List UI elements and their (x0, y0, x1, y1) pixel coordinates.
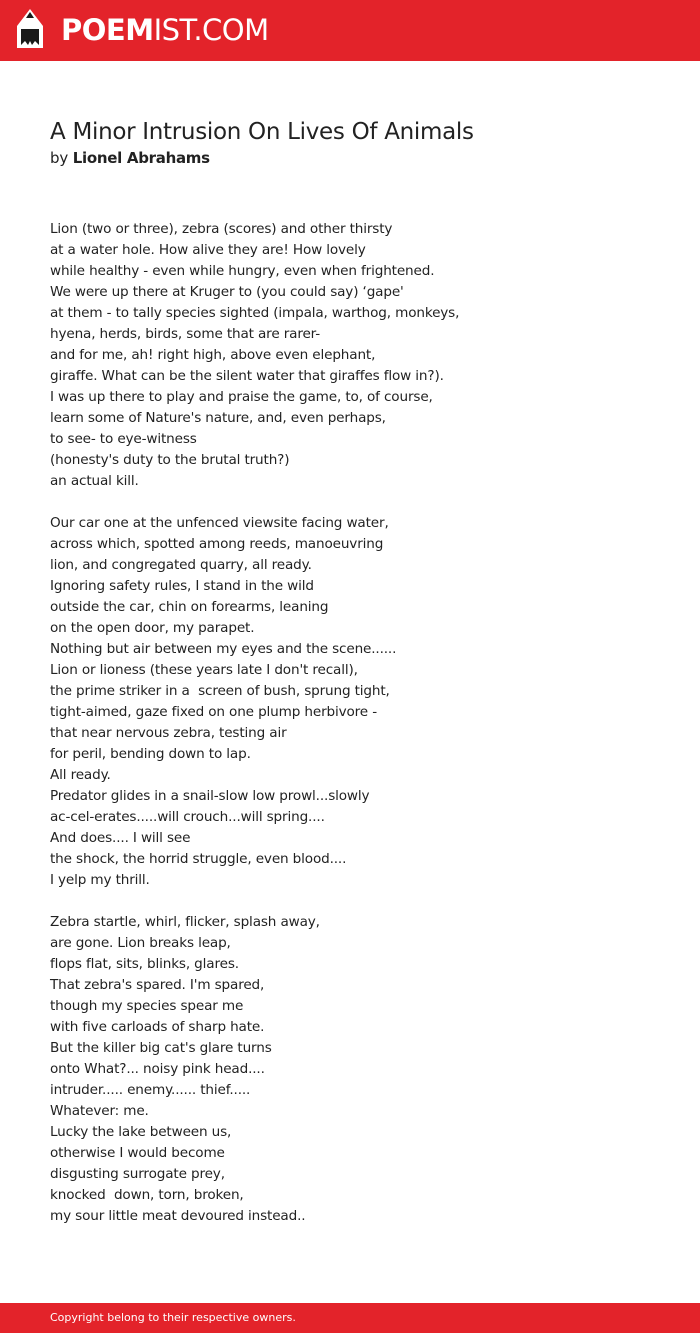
poem-line: giraffe. What can be the silent water that giraffes flow in?). (50, 368, 444, 384)
poem-line: otherwise I would become (50, 1145, 225, 1161)
poem-line: on the open door, my parapet. (50, 620, 255, 636)
poem-line: And does.... I will see (50, 830, 191, 846)
logo-light-part: IST.COM (153, 13, 269, 47)
poem-line: the prime striker in a screen of bush, sprung tight, (50, 683, 390, 699)
poem-line: (honesty's duty to the brutal truth?) (50, 452, 290, 468)
poem-line: Our car one at the unfenced viewsite facing water, (50, 515, 389, 531)
poem-line: to see- to eye-witness (50, 431, 197, 447)
poem-line: I yelp my thrill. (50, 872, 150, 888)
poem-line: Lucky the lake between us, (50, 1124, 232, 1140)
stanza (50, 513, 670, 891)
poem-line: the shock, the horrid struggle, even blood.... (50, 851, 347, 867)
author-name: Lionel Abrahams (72, 149, 210, 167)
poem-line: across which, spotted among reeds, manoeuvring (50, 536, 384, 552)
poem-line: for peril, bending down to lap. (50, 746, 251, 762)
poem-line: knocked down, torn, broken, (50, 1187, 244, 1203)
poem-line: ac-cel-erates.....will crouch...will spring.... (50, 809, 325, 825)
poem-line: are gone. Lion breaks leap, (50, 935, 231, 951)
poem-line: Predator glides in a snail-slow low prowl...slowly (50, 788, 370, 804)
poem-line: lion, and congregated quarry, all ready. (50, 557, 312, 573)
site-logo-text[interactable] (61, 12, 269, 48)
poem-line: Lion or lioness (these years late I don't recall), (50, 662, 358, 678)
poem-line: outside the car, chin on forearms, leaning (50, 599, 329, 615)
poem-line: flops flat, sits, blinks, glares. (50, 956, 239, 972)
poem-line: that near nervous zebra, testing air (50, 725, 287, 741)
poem-line: Whatever: me. (50, 1103, 149, 1119)
poem-line: an actual kill. (50, 473, 139, 489)
poem-body (50, 219, 670, 1227)
copyright-notice: Copyright belong to their respective owners. (50, 1311, 296, 1324)
poem-line: and for me, ah! right high, above even elephant, (50, 347, 376, 363)
poem-line: Lion (two or three), zebra (scores) and other thirsty (50, 221, 393, 237)
poem-line: disgusting surrogate prey, (50, 1166, 225, 1182)
poem-line: my sour little meat devoured instead.. (50, 1208, 306, 1224)
poem-byline (50, 148, 210, 169)
poem-line: We were up there at Kruger to (you could say) ‘gape' (50, 284, 404, 300)
poem-line: Ignoring safety rules, I stand in the wild (50, 578, 314, 594)
poem-line: while healthy - even while hungry, even when frightened. (50, 263, 435, 279)
poem-line: Zebra startle, whirl, flicker, splash away, (50, 914, 320, 930)
poem-line: Nothing but air between my eyes and the scene...... (50, 641, 397, 657)
poem-line: But the killer big cat's glare turns (50, 1040, 272, 1056)
pencil-logo-icon[interactable] (17, 9, 43, 52)
poem-line: tight-aimed, gaze fixed on one plump herbivore - (50, 704, 377, 720)
poem-line: All ready. (50, 767, 111, 783)
poem-line: intruder..... enemy...... thief..... (50, 1082, 251, 1098)
poem-line: I was up there to play and praise the game, to, of course, (50, 389, 433, 405)
site-footer (0, 1303, 700, 1333)
by-label: by (50, 149, 68, 167)
site-header (0, 0, 700, 61)
stanza-gap (50, 492, 670, 513)
poem-line: though my species spear me (50, 998, 244, 1014)
stanza-gap (50, 891, 670, 912)
poem-line: at them - to tally species sighted (impala, warthog, monkeys, (50, 305, 460, 321)
poem-line: onto What?... noisy pink head.... (50, 1061, 265, 1077)
poem-line: learn some of Nature's nature, and, even perhaps, (50, 410, 386, 426)
stanza (50, 219, 670, 492)
logo-bold-part: POEM (61, 13, 154, 47)
poem-title: A Minor Intrusion On Lives Of Animals (50, 119, 474, 145)
poem-line: with five carloads of sharp hate. (50, 1019, 265, 1035)
stanza (50, 912, 670, 1227)
poem-line: at a water hole. How alive they are! How lovely (50, 242, 366, 258)
poem-line: hyena, herds, birds, some that are rarer- (50, 326, 321, 342)
poem-line: That zebra's spared. I'm spared, (50, 977, 265, 993)
